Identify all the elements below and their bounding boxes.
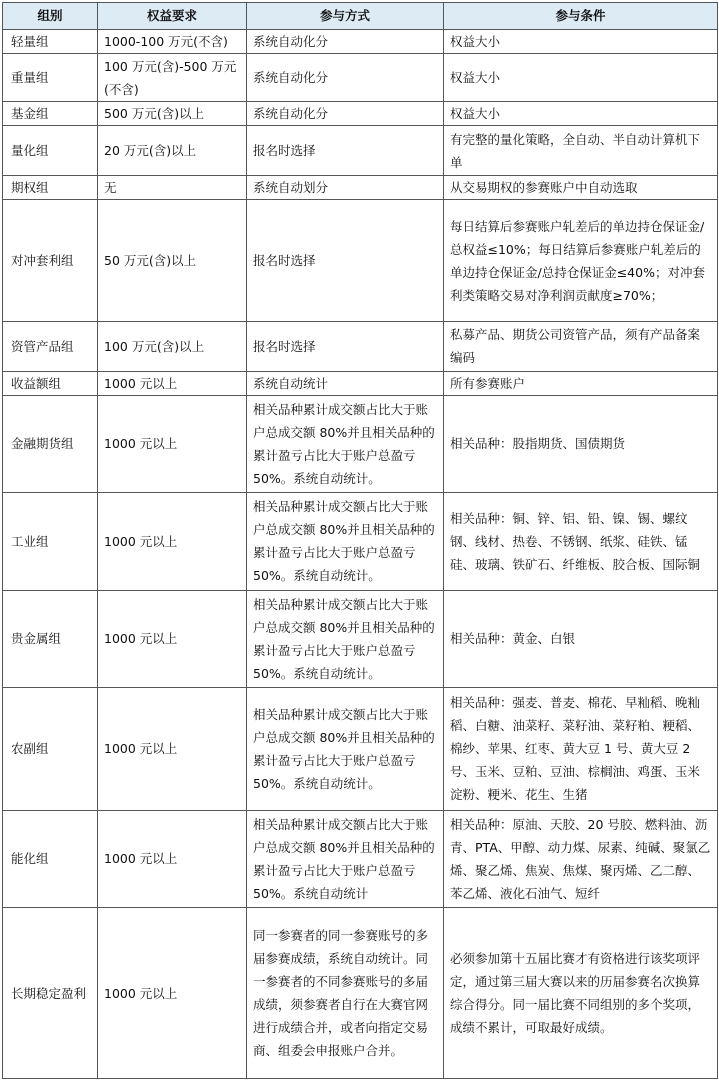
method-cell: 报名时选择 (247, 199, 444, 322)
equity-cell: 无 (98, 175, 247, 199)
condition-cell: 必须参加第十五届比赛才有资格进行该奖项评定，通过第三届大赛以来的历届参赛名次换算综合得分。同一届比赛不同组别的多个奖项，成绩不累计，可取最好成绩。 (444, 908, 718, 1079)
header-row (3, 3, 718, 30)
group-cell: 重量组 (3, 54, 98, 102)
condition-cell: 所有参赛账户 (444, 371, 718, 395)
method-cell: 相关品种累计成交额占比大于账户总成交额 80%并且相关品种的累计盈亏占比大于账户总盈亏 50%。系统自动统计 (247, 810, 444, 907)
equity-cell: 1000 元以上 (98, 688, 247, 811)
condition-cell: 权益大小 (444, 54, 718, 102)
equity-cell: 1000-100 万元(不含) (98, 30, 247, 54)
header-condition: 参与条件 (444, 3, 718, 30)
equity-cell: 1000 元以上 (98, 908, 247, 1079)
equity-cell: 100 万元(含)以上 (98, 322, 247, 371)
condition-cell: 从交易期权的参赛账户中自动选取 (444, 175, 718, 199)
group-cell: 长期稳定盈利 (3, 908, 98, 1079)
condition-cell: 私募产品、期货公司资管产品，须有产品备案编码 (444, 322, 718, 371)
condition-cell: 相关品种：黄金、白银 (444, 590, 718, 687)
group-cell: 对冲套利组 (3, 199, 98, 322)
table-row (3, 175, 718, 199)
method-cell: 相关品种累计成交额占比大于账户总成交额 80%并且相关品种的累计盈亏占比大于账户总盈亏 50%。系统自动统计。 (247, 493, 444, 590)
table-row (3, 810, 718, 907)
equity-cell: 1000 元以上 (98, 810, 247, 907)
condition-cell: 权益大小 (444, 102, 718, 126)
method-cell: 系统自动统计 (247, 371, 444, 395)
table-row (3, 395, 718, 492)
table-row (3, 126, 718, 175)
table-row (3, 688, 718, 811)
group-cell: 期权组 (3, 175, 98, 199)
method-cell: 系统自动化分 (247, 102, 444, 126)
group-cell: 量化组 (3, 126, 98, 175)
competition-groups-table (2, 2, 718, 1079)
condition-cell: 相关品种：原油、天胶、20 号胶、燃料油、沥青、PTA、甲醇、动力煤、尿素、纯碱、聚氯乙烯、聚乙烯、焦炭、焦煤、聚丙烯、乙二醇、苯乙烯、液化石油气、短纤 (444, 810, 718, 907)
method-cell: 相关品种累计成交额占比大于账户总成交额 80%并且相关品种的累计盈亏占比大于账户总盈亏 50%。系统自动统计。 (247, 688, 444, 811)
method-cell: 系统自动化分 (247, 54, 444, 102)
condition-cell: 相关品种：铜、锌、铝、铅、镍、锡、螺纹钢、线材、热卷、不锈钢、纸浆、硅铁、锰硅、玻璃、铁矿石、纤维板、胶合板、国际铜 (444, 493, 718, 590)
method-cell: 同一参赛者的同一参赛账号的多届参赛成绩，系统自动统计。同一参赛者的不同参赛账号的多届成绩，须参赛者自行在大赛官网进行成绩合并，或者向指定交易商、组委会申报账户合并。 (247, 908, 444, 1079)
table-row (3, 322, 718, 371)
header-equity: 权益要求 (98, 3, 247, 30)
header-group: 组别 (3, 3, 98, 30)
condition-cell: 有完整的量化策略，全自动、半自动计算机下单 (444, 126, 718, 175)
method-cell: 相关品种累计成交额占比大于账户总成交额 80%并且相关品种的累计盈亏占比大于账户总盈亏 50%。系统自动统计。 (247, 590, 444, 687)
table-row (3, 30, 718, 54)
table-row (3, 371, 718, 395)
group-cell: 工业组 (3, 493, 98, 590)
equity-cell: 1000 元以上 (98, 395, 247, 492)
group-cell: 金融期货组 (3, 395, 98, 492)
equity-cell: 1000 元以上 (98, 493, 247, 590)
condition-cell: 相关品种：股指期货、国债期货 (444, 395, 718, 492)
group-cell: 基金组 (3, 102, 98, 126)
equity-cell: 1000 元以上 (98, 590, 247, 687)
method-cell: 系统自动化分 (247, 30, 444, 54)
table-row (3, 493, 718, 590)
condition-cell: 每日结算后参赛账户轧差后的单边持仓保证金/总权益≤10%；每日结算后参赛账户轧差后的单边持仓保证金/总持仓保证金≤40%；对冲套利类策略交易对净利润贡献度≥70%； (444, 199, 718, 322)
method-cell: 报名时选择 (247, 126, 444, 175)
table-row (3, 199, 718, 322)
group-cell: 贵金属组 (3, 590, 98, 687)
equity-cell: 20 万元(含)以上 (98, 126, 247, 175)
group-cell: 农副组 (3, 688, 98, 811)
table-row (3, 54, 718, 102)
method-cell: 报名时选择 (247, 322, 444, 371)
equity-cell: 100 万元(含)-500 万元(不含) (98, 54, 247, 102)
method-cell: 系统自动划分 (247, 175, 444, 199)
equity-cell: 500 万元(含)以上 (98, 102, 247, 126)
equity-cell: 1000 元以上 (98, 371, 247, 395)
table-row (3, 102, 718, 126)
condition-cell: 相关品种：强麦、普麦、棉花、早籼稻、晚籼稻、白糖、油菜籽、菜籽油、菜籽粕、粳稻、棉纱、苹果、红枣、黄大豆 1 号、黄大豆 2 号、玉米、豆粕、豆油、棕榈油、鸡蛋、玉米淀粉、粳米、花生、生猪 (444, 688, 718, 811)
table-row (3, 590, 718, 687)
equity-cell: 50 万元(含)以上 (98, 199, 247, 322)
group-cell: 能化组 (3, 810, 98, 907)
group-cell: 资管产品组 (3, 322, 98, 371)
method-cell: 相关品种累计成交额占比大于账户总成交额 80%并且相关品种的累计盈亏占比大于账户总盈亏 50%。系统自动统计。 (247, 395, 444, 492)
group-cell: 轻量组 (3, 30, 98, 54)
table-row (3, 908, 718, 1079)
condition-cell: 权益大小 (444, 30, 718, 54)
header-method: 参与方式 (247, 3, 444, 30)
group-cell: 收益额组 (3, 371, 98, 395)
